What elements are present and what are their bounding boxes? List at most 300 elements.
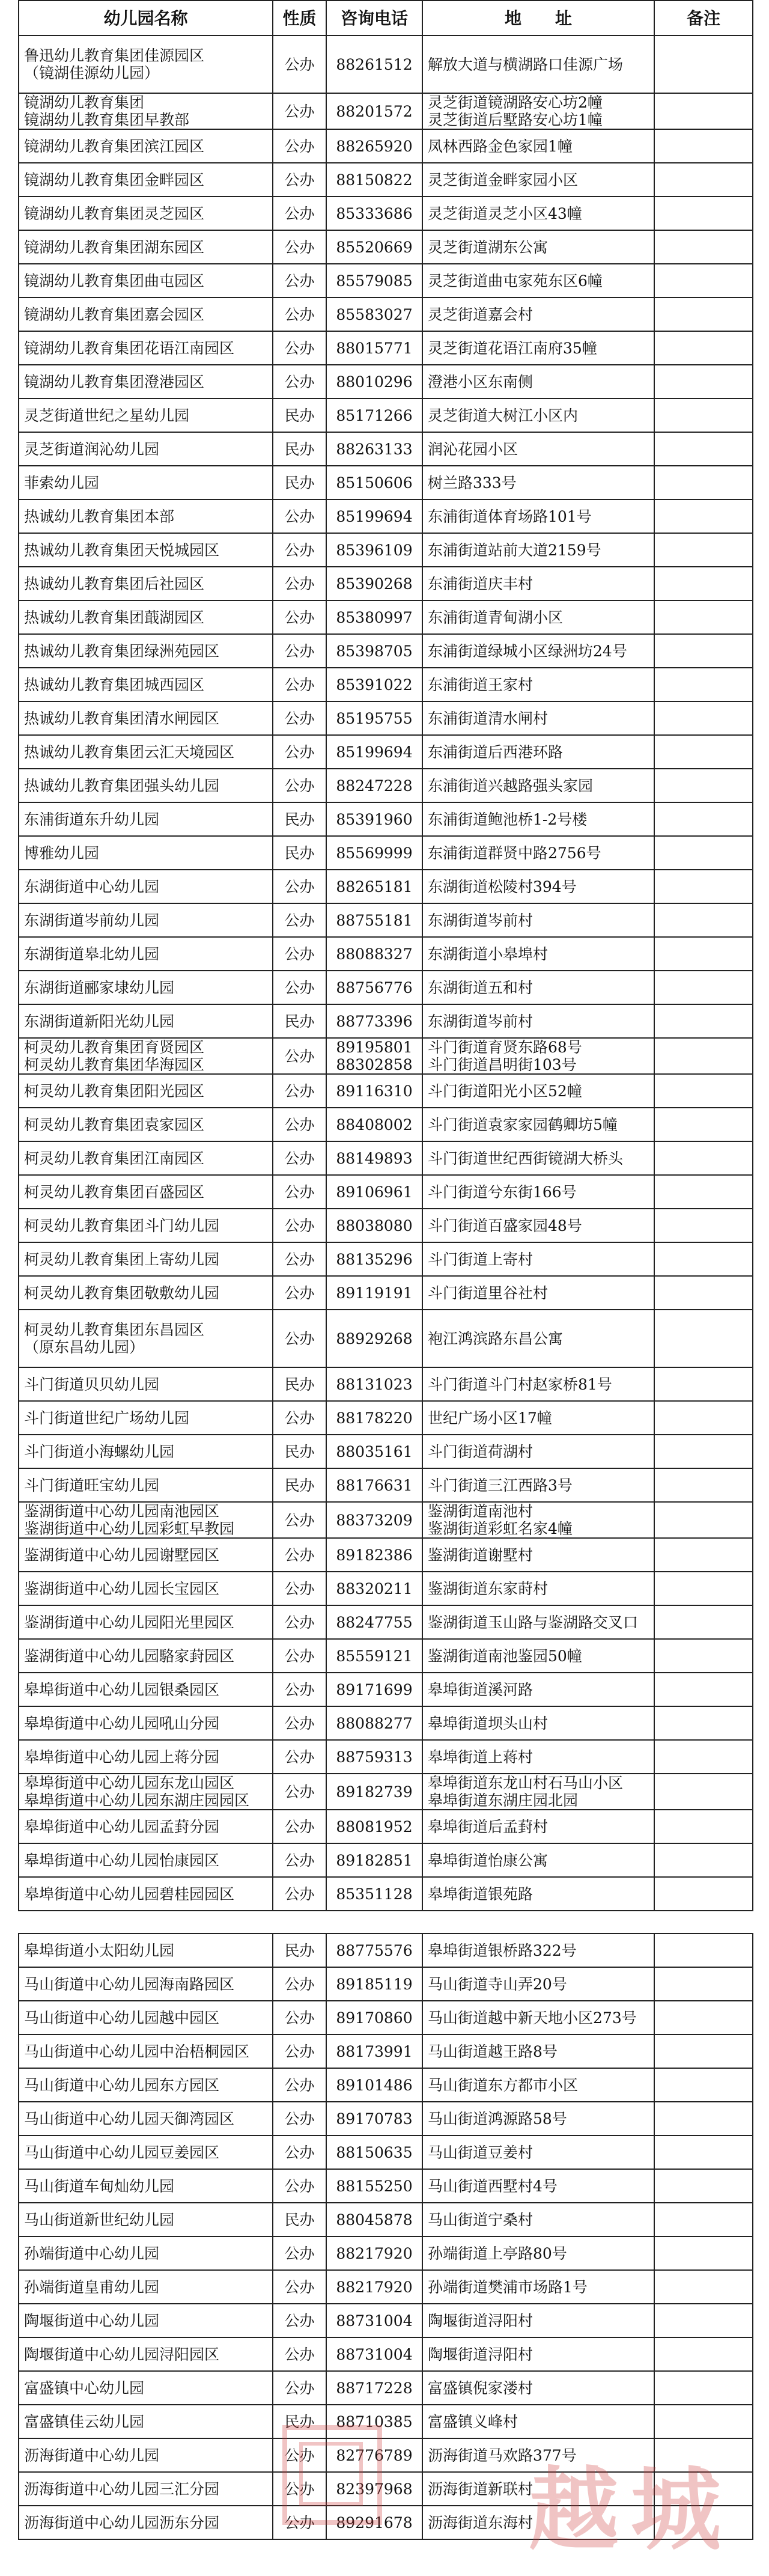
kindergarten-name (19, 668, 273, 701)
kindergarten-name (19, 1435, 273, 1468)
kindergarten-name (19, 230, 273, 264)
kindergarten-nature: 公办 (273, 735, 326, 769)
kindergarten-phone-line: 88201572 (336, 102, 413, 120)
kindergarten-phone-line: 88217920 (336, 2278, 413, 2296)
kindergarten-phone (326, 634, 422, 668)
kindergarten-address-line: 东浦街道清水闸村 (428, 709, 549, 727)
kindergarten-name-line: 热诚幼儿教育集团绿洲苑园区 (24, 642, 220, 660)
kindergarten-address-line: 鉴湖街道谢墅村 (428, 1546, 533, 1564)
kindergarten-note (654, 2001, 753, 2034)
kindergarten-address-line: 斗门街道昌明街103号 (428, 1056, 577, 1073)
kindergarten-name-line: 镜湖幼儿教育集团滨江园区 (24, 137, 205, 155)
kindergarten-name (19, 634, 273, 668)
table-row (19, 1502, 753, 1538)
kindergarten-address (422, 1276, 654, 1310)
kindergarten-phone (326, 2001, 422, 2034)
kindergarten-phone (326, 1706, 422, 1740)
kindergarten-address-line: 东浦街道庆丰村 (428, 575, 533, 593)
kindergarten-nature: 公办 (273, 533, 326, 567)
kindergarten-address (422, 1538, 654, 1572)
kindergarten-phone-line: 89195801 (336, 1039, 413, 1056)
kindergarten-note (654, 1572, 753, 1605)
kindergarten-phone-line: 88929268 (336, 1329, 413, 1348)
kindergarten-note (654, 701, 753, 735)
kindergarten-name-line: 灵芝街道世纪之星幼儿园 (24, 406, 190, 424)
kindergarten-phone-line: 85380997 (336, 608, 413, 626)
kindergarten-phone (326, 1877, 422, 1911)
kindergarten-note (654, 1843, 753, 1877)
kindergarten-name (19, 2203, 273, 2236)
table-row (19, 2102, 753, 2135)
kindergarten-name (19, 1141, 273, 1175)
kindergarten-address (422, 1468, 654, 1502)
kindergarten-phone-line: 88247755 (336, 1613, 413, 1631)
kindergarten-phone (326, 2236, 422, 2270)
kindergarten-address (422, 2203, 654, 2236)
kindergarten-phone (326, 2304, 422, 2337)
kindergarten-phone-line: 82776789 (336, 2446, 413, 2464)
kindergarten-nature: 公办 (273, 1209, 326, 1242)
kindergarten-phone-line: 85351128 (336, 1885, 413, 1903)
kindergarten-note (654, 1038, 753, 1074)
kindergarten-name-line: 镜湖幼儿教育集团 (24, 94, 145, 111)
kindergarten-phone (326, 533, 422, 567)
kindergarten-address (422, 1673, 654, 1706)
kindergarten-address-line: 东浦街道兴越路强头家园 (428, 777, 594, 795)
kindergarten-address (422, 769, 654, 802)
kindergarten-name (19, 1502, 273, 1538)
kindergarten-note (654, 735, 753, 769)
kindergarten-address (422, 567, 654, 600)
kindergarten-nature: 公办 (273, 1639, 326, 1673)
kindergarten-address-line: 斗门街道里谷社村 (428, 1284, 549, 1302)
kindergarten-name-line: 富盛镇中心幼儿园 (24, 2379, 145, 2397)
kindergarten-address-line: 东浦街道绿城小区绿洲坊24号 (428, 642, 627, 660)
kindergarten-address (422, 2034, 654, 2068)
kindergarten-phone-line: 88088327 (336, 945, 413, 963)
kindergarten-address-line: 斗门街道荷湖村 (428, 1442, 533, 1460)
kindergarten-phone (326, 1934, 422, 1967)
kindergarten-address-line: 东浦街道青甸湖小区 (428, 608, 564, 626)
kindergarten-name (19, 1740, 273, 1774)
kindergarten-name-line: 皋埠街道中心幼儿园怡康园区 (24, 1851, 220, 1869)
kindergarten-name-line: 皋埠街道中心幼儿园银桑园区 (24, 1680, 220, 1699)
kindergarten-phone-line: 88302858 (336, 1056, 413, 1073)
table-row (19, 802, 753, 836)
kindergarten-nature: 公办 (273, 1038, 326, 1074)
kindergarten-address (422, 499, 654, 533)
kindergarten-address (422, 870, 654, 903)
kindergarten-address-line: 东湖街道小皋埠村 (428, 945, 549, 963)
kindergarten-name (19, 1877, 273, 1911)
table-row (19, 1074, 753, 1108)
kindergarten-phone-line: 88178220 (336, 1409, 413, 1427)
kindergarten-phone (326, 567, 422, 600)
kindergarten-address-line: 东湖街道岑前村 (428, 1012, 533, 1030)
header-nature: 性质 (273, 1, 326, 35)
kindergarten-name-line: 镜湖幼儿教育集团曲屯园区 (24, 272, 205, 290)
kindergarten-name-line: 马山街道中心幼儿园越中园区 (24, 2009, 220, 2027)
kindergarten-nature: 公办 (273, 1572, 326, 1605)
kindergarten-nature: 公办 (273, 331, 326, 365)
kindergarten-address-line: 灵芝街道后墅路安心坊1幢 (428, 111, 603, 129)
kindergarten-phone-line: 85390268 (336, 575, 413, 593)
kindergarten-name-line: 热诚幼儿教育集团强头幼儿园 (24, 777, 220, 795)
kindergarten-address-line: 澄港小区东南侧 (428, 373, 533, 391)
kindergarten-name (19, 466, 273, 499)
kindergarten-note (654, 331, 753, 365)
table-row (19, 1004, 753, 1038)
kindergarten-nature: 公办 (273, 2371, 326, 2405)
kindergarten-note (654, 870, 753, 903)
kindergarten-phone-line: 85199694 (336, 743, 413, 761)
kindergarten-phone-line: 85396109 (336, 541, 413, 559)
kindergarten-address-line: 东浦街道群贤中路2756号 (428, 844, 601, 862)
kindergarten-nature: 公办 (273, 701, 326, 735)
kindergarten-phone-line: 88710385 (336, 2413, 413, 2431)
kindergarten-nature: 公办 (273, 2270, 326, 2304)
kindergarten-nature: 民办 (273, 398, 326, 432)
kindergarten-nature: 民办 (273, 2203, 326, 2236)
kindergarten-phone-line: 85195755 (336, 709, 413, 727)
table-row (19, 2472, 753, 2506)
table-row (19, 2203, 753, 2236)
kindergarten-note (654, 298, 753, 331)
kindergarten-phone (326, 1242, 422, 1276)
kindergarten-address-line: 皋埠街道东湖庄园北园 (428, 1792, 579, 1809)
kindergarten-address-line: 东浦街道后西港环路 (428, 743, 564, 761)
kindergarten-nature: 公办 (273, 1242, 326, 1276)
kindergarten-nature: 公办 (273, 264, 326, 298)
kindergarten-address-line: 斗门街道阳光小区52幢 (428, 1082, 582, 1100)
kindergarten-note (654, 1639, 753, 1673)
kindergarten-name-line: 镜湖幼儿教育集团金畔园区 (24, 171, 205, 189)
kindergarten-address-line: 孙端街道樊浦市场路1号 (428, 2278, 588, 2296)
kindergarten-name-line: 马山街道中心幼儿园东方园区 (24, 2076, 220, 2094)
kindergarten-phone (326, 2472, 422, 2506)
kindergarten-name (19, 735, 273, 769)
kindergarten-phone-line: 85150606 (336, 474, 413, 492)
kindergarten-address-line: 马山街道宁桑村 (428, 2211, 533, 2229)
kindergarten-note (654, 1934, 753, 1967)
kindergarten-name (19, 2405, 273, 2438)
kindergarten-phone-line: 85391022 (336, 676, 413, 694)
kindergarten-nature: 公办 (273, 298, 326, 331)
kindergarten-address-line: 马山街道西墅村4号 (428, 2177, 558, 2195)
kindergarten-name (19, 2102, 273, 2135)
kindergarten-nature: 公办 (273, 1706, 326, 1740)
kindergarten-phone (326, 1367, 422, 1401)
kindergarten-name (19, 2472, 273, 2506)
kindergarten-phone-line: 89182739 (336, 1783, 413, 1801)
kindergarten-address-line: 皋埠街道银桥路322号 (428, 1941, 577, 1959)
kindergarten-address-line: 鉴湖街道南池村 (428, 1503, 533, 1520)
kindergarten-address-line: 斗门街道世纪西街镜湖大桥头 (428, 1149, 624, 1167)
kindergarten-name-line: 热诚幼儿教育集团蕺湖园区 (24, 608, 205, 626)
kindergarten-nature: 民办 (273, 836, 326, 870)
kindergarten-name-line: 鲁迅幼儿教育集团佳源园区 (24, 47, 205, 64)
table-row (19, 1706, 753, 1740)
kindergarten-name (19, 600, 273, 634)
kindergarten-name (19, 903, 273, 937)
kindergarten-address (422, 735, 654, 769)
kindergarten-note (654, 802, 753, 836)
kindergarten-nature: 公办 (273, 634, 326, 668)
kindergarten-phone-line: 88150635 (336, 2143, 413, 2161)
kindergarten-address-line: 灵芝街道灵芝小区43幢 (428, 204, 582, 222)
kindergarten-address (422, 2438, 654, 2472)
kindergarten-phone-line: 88756776 (336, 978, 413, 997)
kindergarten-name-line: 马山街道中心幼儿园中治梧桐园区 (24, 2042, 250, 2060)
kindergarten-address-line: 皋埠街道怡康公寓 (428, 1851, 549, 1869)
kindergarten-address-line: 世纪广场小区17幢 (428, 1409, 552, 1427)
kindergarten-note (654, 499, 753, 533)
kindergarten-name-line: 柯灵幼儿教育集团上寄幼儿园 (24, 1250, 220, 1268)
kindergarten-name-line: 马山街道中心幼儿园海南路园区 (24, 1975, 235, 1993)
kindergarten-address (422, 1774, 654, 1810)
kindergarten-note (654, 1673, 753, 1706)
kindergarten-note (654, 398, 753, 432)
kindergarten-name-line: （原东昌幼儿园） (24, 1338, 145, 1356)
kindergarten-name-line: 博雅幼儿园 (24, 844, 100, 862)
kindergarten-address (422, 1141, 654, 1175)
kindergarten-nature: 公办 (273, 1141, 326, 1175)
kindergarten-nature: 民办 (273, 1468, 326, 1502)
kindergarten-nature: 公办 (273, 1877, 326, 1911)
kindergarten-phone-line: 89170860 (336, 2009, 413, 2027)
kindergarten-note (654, 2438, 753, 2472)
kindergarten-name (19, 1967, 273, 2001)
kindergarten-name (19, 2236, 273, 2270)
kindergarten-name-line: 柯灵幼儿教育集团华海园区 (24, 1056, 205, 1073)
kindergarten-phone-line: 88247228 (336, 777, 413, 795)
kindergarten-nature: 公办 (273, 1175, 326, 1209)
kindergarten-phone (326, 1843, 422, 1877)
kindergarten-note (654, 2236, 753, 2270)
kindergarten-phone (326, 1740, 422, 1774)
kindergarten-address (422, 264, 654, 298)
kindergarten-address (422, 2304, 654, 2337)
kindergarten-name-line: 富盛镇佳云幼儿园 (24, 2413, 145, 2431)
kindergarten-address-line: 斗门街道三江西路3号 (428, 1476, 573, 1494)
header-name: 幼儿园名称 (19, 1, 273, 35)
kindergarten-note (654, 163, 753, 197)
kindergarten-note (654, 2135, 753, 2169)
table-row (19, 1877, 753, 1911)
kindergarten-address (422, 1706, 654, 1740)
kindergarten-name (19, 2506, 273, 2539)
kindergarten-phone-line: 88045878 (336, 2211, 413, 2229)
kindergarten-note (654, 2169, 753, 2203)
kindergarten-phone-line: 89291678 (336, 2513, 413, 2532)
kindergarten-phone (326, 2337, 422, 2371)
kindergarten-phone (326, 1276, 422, 1310)
kindergarten-name-line: 热诚幼儿教育集团清水闸园区 (24, 709, 220, 727)
kindergarten-address (422, 35, 654, 93)
kindergarten-phone-line: 88265181 (336, 877, 413, 896)
kindergarten-phone-line: 89182851 (336, 1851, 413, 1869)
kindergarten-address (422, 971, 654, 1004)
kindergarten-name (19, 2068, 273, 2102)
kindergarten-name (19, 1108, 273, 1141)
kindergarten-phone (326, 1401, 422, 1435)
kindergarten-name (19, 701, 273, 735)
kindergarten-address (422, 802, 654, 836)
table-row (19, 2270, 753, 2304)
kindergarten-address-line: 马山街道东方都市小区 (428, 2076, 579, 2094)
kindergarten-nature: 公办 (273, 937, 326, 971)
table-row (19, 1843, 753, 1877)
kindergarten-address (422, 1004, 654, 1038)
header-phone: 咨询电话 (326, 1, 422, 35)
kindergarten-address (422, 1310, 654, 1367)
kindergarten-nature: 公办 (273, 1740, 326, 1774)
table-row (19, 937, 753, 971)
kindergarten-table-part-2 (18, 1933, 753, 2540)
kindergarten-phone (326, 1538, 422, 1572)
kindergarten-address-line: 灵芝街道花语江南府35幢 (428, 339, 597, 357)
kindergarten-phone-line: 88135296 (336, 1250, 413, 1268)
kindergarten-note (654, 1810, 753, 1843)
kindergarten-name-line: 斗门街道世纪广场幼儿园 (24, 1409, 190, 1427)
kindergarten-name (19, 365, 273, 398)
table-row (19, 35, 753, 93)
table-row (19, 701, 753, 735)
kindergarten-note (654, 2472, 753, 2506)
kindergarten-name (19, 2438, 273, 2472)
table-row (19, 533, 753, 567)
kindergarten-address (422, 2337, 654, 2371)
table-row (19, 1435, 753, 1468)
kindergarten-note (654, 1967, 753, 2001)
kindergarten-name-line: 皋埠街道中心幼儿园吼山分园 (24, 1714, 220, 1732)
kindergarten-phone-line: 85579085 (336, 272, 413, 290)
header-address: 地 址 (422, 1, 654, 35)
table-row (19, 1673, 753, 1706)
kindergarten-phone-line: 88217920 (336, 2244, 413, 2262)
kindergarten-name (19, 1468, 273, 1502)
kindergarten-address (422, 2169, 654, 2203)
kindergarten-phone (326, 466, 422, 499)
table-row (19, 230, 753, 264)
kindergarten-phone (326, 2169, 422, 2203)
kindergarten-phone (326, 2034, 422, 2068)
kindergarten-address (422, 1038, 654, 1074)
kindergarten-address (422, 298, 654, 331)
kindergarten-address-line: 沥海街道新联村 (428, 2480, 533, 2498)
kindergarten-note (654, 1468, 753, 1502)
kindergarten-name-line: 柯灵幼儿教育集团袁家园区 (24, 1116, 205, 1134)
kindergarten-nature: 公办 (273, 230, 326, 264)
kindergarten-note (654, 1141, 753, 1175)
kindergarten-note (654, 2034, 753, 2068)
kindergarten-name (19, 1242, 273, 1276)
kindergarten-phone (326, 230, 422, 264)
kindergarten-phone (326, 1605, 422, 1639)
kindergarten-name-line: 皋埠街道中心幼儿园东龙山园区 (24, 1774, 235, 1792)
kindergarten-nature: 公办 (273, 93, 326, 129)
kindergarten-address (422, 533, 654, 567)
kindergarten-phone (326, 331, 422, 365)
kindergarten-note (654, 230, 753, 264)
kindergarten-address-line: 富盛镇倪家溇村 (428, 2379, 533, 2397)
kindergarten-name (19, 1605, 273, 1639)
kindergarten-phone (326, 668, 422, 701)
kindergarten-note (654, 1367, 753, 1401)
kindergarten-phone (326, 1673, 422, 1706)
kindergarten-phone-line: 88035161 (336, 1442, 413, 1460)
kindergarten-name-line: （镜湖佳源幼儿园） (24, 64, 160, 82)
kindergarten-address-line: 鉴湖街道彩虹名家4幢 (428, 1520, 573, 1537)
table-row (19, 1141, 753, 1175)
kindergarten-phone (326, 769, 422, 802)
kindergarten-name-line: 陶堰街道中心幼儿园 (24, 2312, 160, 2330)
kindergarten-address (422, 365, 654, 398)
table-page-gap (18, 1911, 752, 1933)
kindergarten-name-line: 镜湖幼儿教育集团湖东园区 (24, 238, 205, 256)
kindergarten-address (422, 903, 654, 937)
kindergarten-note (654, 2270, 753, 2304)
kindergarten-note (654, 1108, 753, 1141)
kindergarten-nature: 公办 (273, 2135, 326, 2169)
kindergarten-nature: 公办 (273, 903, 326, 937)
table-header-row (19, 1, 753, 35)
kindergarten-name-line: 鉴湖街道中心幼儿园駱家葑园区 (24, 1647, 235, 1665)
kindergarten-name (19, 163, 273, 197)
kindergarten-name-line: 马山街道新世纪幼儿园 (24, 2211, 175, 2229)
kindergarten-name-line: 镜湖幼儿教育集团澄港园区 (24, 373, 205, 391)
kindergarten-address (422, 466, 654, 499)
kindergarten-name (19, 1843, 273, 1877)
kindergarten-address-line: 马山街道寺山弄20号 (428, 1975, 567, 1993)
kindergarten-name-line: 菲索幼儿园 (24, 474, 100, 492)
kindergarten-phone-line: 88731004 (336, 2312, 413, 2330)
kindergarten-address (422, 701, 654, 735)
kindergarten-note (654, 1209, 753, 1242)
table-row (19, 1468, 753, 1502)
table-row (19, 499, 753, 533)
kindergarten-phone (326, 1967, 422, 2001)
kindergarten-name (19, 1367, 273, 1401)
kindergarten-note (654, 1605, 753, 1639)
kindergarten-note (654, 2102, 753, 2135)
kindergarten-name-line: 柯灵幼儿教育集团东昌园区 (24, 1321, 205, 1338)
kindergarten-name-line: 柯灵幼儿教育集团斗门幼儿园 (24, 1216, 220, 1235)
kindergarten-note (654, 2203, 753, 2236)
kindergarten-name-line: 皋埠街道中心幼儿园上蒋分园 (24, 1748, 220, 1766)
kindergarten-nature: 民办 (273, 466, 326, 499)
kindergarten-note (654, 533, 753, 567)
kindergarten-phone-line: 88263133 (336, 440, 413, 458)
kindergarten-table-sheet (18, 0, 752, 2540)
kindergarten-name-line: 陶堰街道中心幼儿园浔阳园区 (24, 2345, 220, 2363)
kindergarten-phone-line: 88088277 (336, 1714, 413, 1732)
table-body-part-2 (19, 1934, 753, 2539)
kindergarten-phone (326, 1175, 422, 1209)
kindergarten-name-line: 热诚幼儿教育集团本部 (24, 507, 175, 525)
kindergarten-name-line: 沥海街道中心幼儿园沥东分园 (24, 2513, 220, 2532)
kindergarten-note (654, 634, 753, 668)
kindergarten-phone-line: 88773396 (336, 1012, 413, 1030)
kindergarten-phone (326, 903, 422, 937)
kindergarten-phone (326, 264, 422, 298)
kindergarten-name (19, 264, 273, 298)
kindergarten-note (654, 1310, 753, 1367)
kindergarten-phone (326, 1310, 422, 1367)
kindergarten-name (19, 567, 273, 600)
kindergarten-phone-line: 88155250 (336, 2177, 413, 2195)
kindergarten-phone (326, 1639, 422, 1673)
